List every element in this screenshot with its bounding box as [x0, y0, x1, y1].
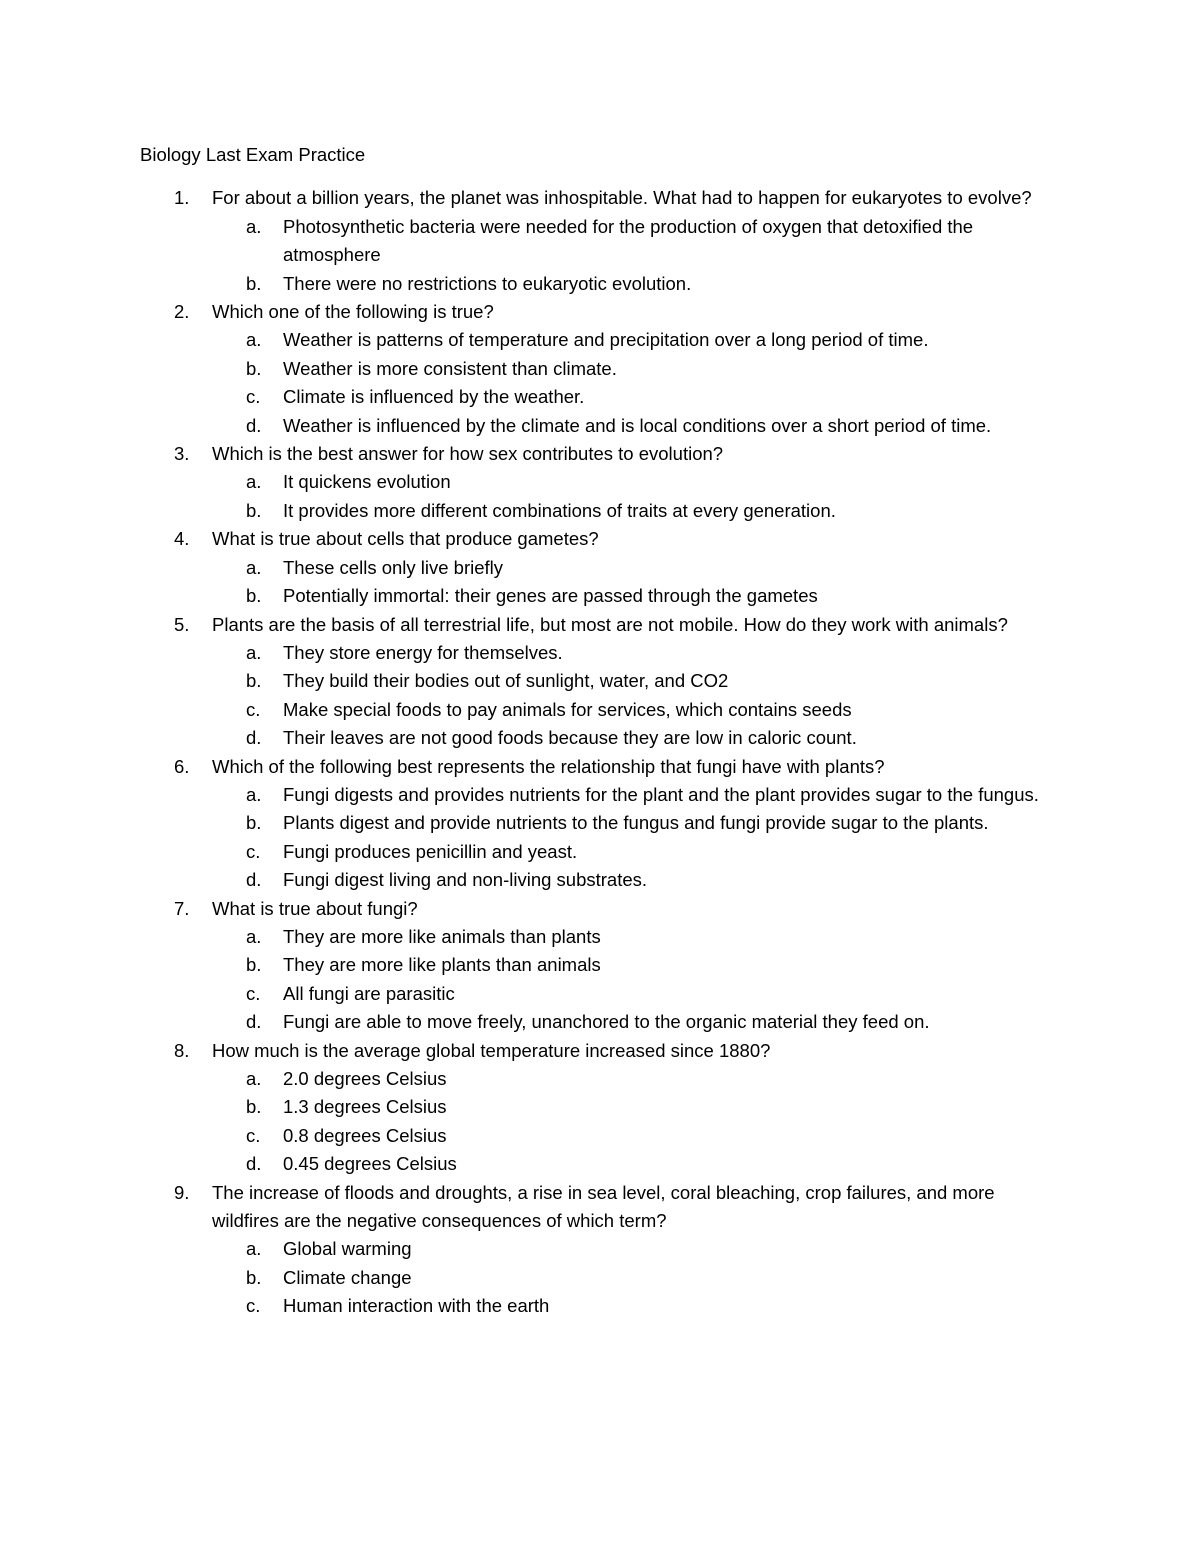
option-letter: b. [246, 357, 262, 379]
option-letter: b. [246, 1266, 262, 1288]
option-letter: c. [246, 1295, 261, 1317]
answer-option [140, 468, 1060, 496]
answer-option [140, 582, 1060, 610]
option-letter: a. [246, 1068, 262, 1089]
question-number: 8. [174, 1039, 190, 1061]
option-letter: b. [246, 585, 262, 607]
answer-option [140, 781, 1060, 809]
option-text: Make special foods to pay animals for services, which contains seeds [283, 698, 852, 720]
option-text: It quickens evolution [283, 471, 451, 493]
option-letter: a. [246, 1238, 262, 1260]
option-text: Plants digest and provide nutrients to the fungus and fungi provide sugar to the plants. [283, 812, 989, 834]
question-3 [140, 440, 1060, 468]
option-text: Weather is influenced by the climate and is local conditions over a short period of time. [283, 414, 992, 436]
option-letter: c. [246, 386, 261, 408]
option-text: Potentially immortal: their genes are passed through the gametes [283, 585, 818, 607]
question-number: 9. [174, 1181, 190, 1203]
answer-option [140, 1264, 1060, 1292]
option-letter: b. [246, 1096, 262, 1118]
answer-option [140, 1008, 1060, 1036]
answer-option [140, 951, 1060, 979]
document-body [140, 141, 1060, 1321]
option-text: Fungi digests and provides nutrients for the plant and the plant provides sugar to the fungus. [283, 783, 1039, 805]
option-letter: a. [246, 471, 262, 493]
option-letter: a. [246, 925, 262, 947]
option-letter: c. [246, 982, 261, 1004]
answer-option [140, 838, 1060, 866]
option-letter: b. [246, 272, 262, 294]
question-5 [140, 611, 1060, 639]
question-8 [140, 1037, 1060, 1065]
option-text: Fungi digest living and non-living substrates. [283, 869, 648, 891]
question-7 [140, 895, 1060, 923]
option-letter: b. [246, 499, 262, 521]
option-text: Climate is influenced by the weather. [283, 386, 585, 408]
option-letter: a. [246, 215, 262, 237]
question-number: 6. [174, 755, 190, 777]
question-6 [140, 753, 1060, 781]
answer-option [140, 866, 1060, 894]
answer-option [140, 1150, 1060, 1178]
answer-option [140, 809, 1060, 837]
option-text: They store energy for themselves. [283, 641, 563, 663]
answer-option [140, 270, 1060, 298]
option-text: They are more like plants than animals [283, 954, 601, 976]
option-letter: d. [246, 414, 262, 436]
option-text: There were no restrictions to eukaryotic evolution. [283, 272, 692, 294]
option-letter: a. [246, 641, 262, 663]
question-4 [140, 525, 1060, 553]
answer-option [140, 1235, 1060, 1263]
option-text: It provides more different combinations of traits at every generation. [283, 499, 836, 521]
answer-option [140, 1122, 1060, 1150]
option-letter: d. [246, 869, 262, 891]
answer-option [140, 724, 1060, 752]
answer-option [140, 923, 1060, 951]
option-text: They build their bodies out of sunlight, water, and CO2 [283, 670, 729, 692]
option-text: These cells only live briefly [283, 556, 504, 578]
answer-option [140, 639, 1060, 667]
answer-option [140, 412, 1060, 440]
question-number: 2. [174, 301, 190, 323]
question-text: What is true about cells that produce gametes? [212, 528, 599, 550]
option-text: Their leaves are not good foods because they are low in caloric count. [283, 727, 857, 749]
answer-option [140, 554, 1060, 582]
question-number: 1. [174, 187, 190, 209]
question-text: Which one of the following is true? [212, 301, 494, 323]
option-text: Fungi are able to move freely, unanchored to the organic material they feed on. [283, 1011, 930, 1033]
option-letter: b. [246, 812, 262, 834]
answer-option [140, 667, 1060, 695]
answer-option [140, 383, 1060, 411]
question-text: For about a billion years, the planet was inhospitable. What had to happen for eukaryotes to evolve? [212, 187, 1032, 209]
question-list [140, 184, 1060, 1320]
question-number: 5. [174, 613, 190, 635]
option-text: 0.8 degrees Celsius [283, 1124, 447, 1146]
option-letter: a. [246, 556, 262, 578]
option-letter: c. [246, 1124, 261, 1146]
answer-option [140, 980, 1060, 1008]
option-letter: c. [246, 840, 261, 862]
option-letter: d. [246, 1011, 262, 1033]
option-letter: b. [246, 670, 262, 692]
option-letter: a. [246, 329, 262, 351]
option-text: Weather is patterns of temperature and precipitation over a long period of time. [283, 329, 929, 351]
question-number: 7. [174, 897, 190, 919]
answer-option [140, 355, 1060, 383]
option-text: Global warming [283, 1238, 412, 1260]
option-letter: d. [246, 1153, 262, 1175]
answer-option [140, 1292, 1060, 1320]
option-text: Weather is more consistent than climate. [283, 357, 617, 379]
option-text: 2.0 degrees Celsius [283, 1068, 447, 1089]
answer-option [140, 497, 1060, 525]
answer-option [140, 326, 1060, 354]
question-text: Which of the following best represents the relationship that fungi have with plants? [212, 755, 885, 777]
question-1 [140, 184, 1060, 212]
option-text: Climate change [283, 1266, 412, 1288]
option-text: They are more like animals than plants [283, 925, 601, 947]
question-text: What is true about fungi? [212, 897, 418, 919]
option-letter: d. [246, 727, 262, 749]
question-text: Which is the best answer for how sex contributes to evolution? [212, 443, 724, 465]
document-title: Biology Last Exam Practice [140, 144, 366, 165]
answer-option [140, 696, 1060, 724]
question-text: Plants are the basis of all terrestrial life, but most are not mobile. How do they work with animals? [212, 613, 1008, 635]
answer-option [140, 1093, 1060, 1121]
question-text: The increase of floods and droughts, a rise in sea level, coral bleaching, crop failures, and more wildfires are the negative consequences of which term? [212, 1181, 995, 1232]
question-9 [140, 1179, 1060, 1236]
option-text: Human interaction with the earth [283, 1295, 550, 1317]
option-text: Photosynthetic bacteria were needed for the production of oxygen that detoxified the atmosphere [283, 215, 974, 266]
option-text: 1.3 degrees Celsius [283, 1096, 447, 1118]
option-text: Fungi produces penicillin and yeast. [283, 840, 578, 862]
option-letter: c. [246, 698, 261, 720]
question-number: 4. [174, 528, 190, 550]
question-2 [140, 298, 1060, 326]
answer-option [140, 213, 1060, 270]
option-letter: b. [246, 954, 262, 976]
option-text: 0.45 degrees Celsius [283, 1153, 457, 1175]
option-text: All fungi are parasitic [283, 982, 455, 1004]
option-letter: a. [246, 783, 262, 805]
question-text: How much is the average global temperature increased since 1880? [212, 1039, 771, 1061]
answer-option [140, 1065, 1060, 1093]
question-number: 3. [174, 443, 190, 465]
